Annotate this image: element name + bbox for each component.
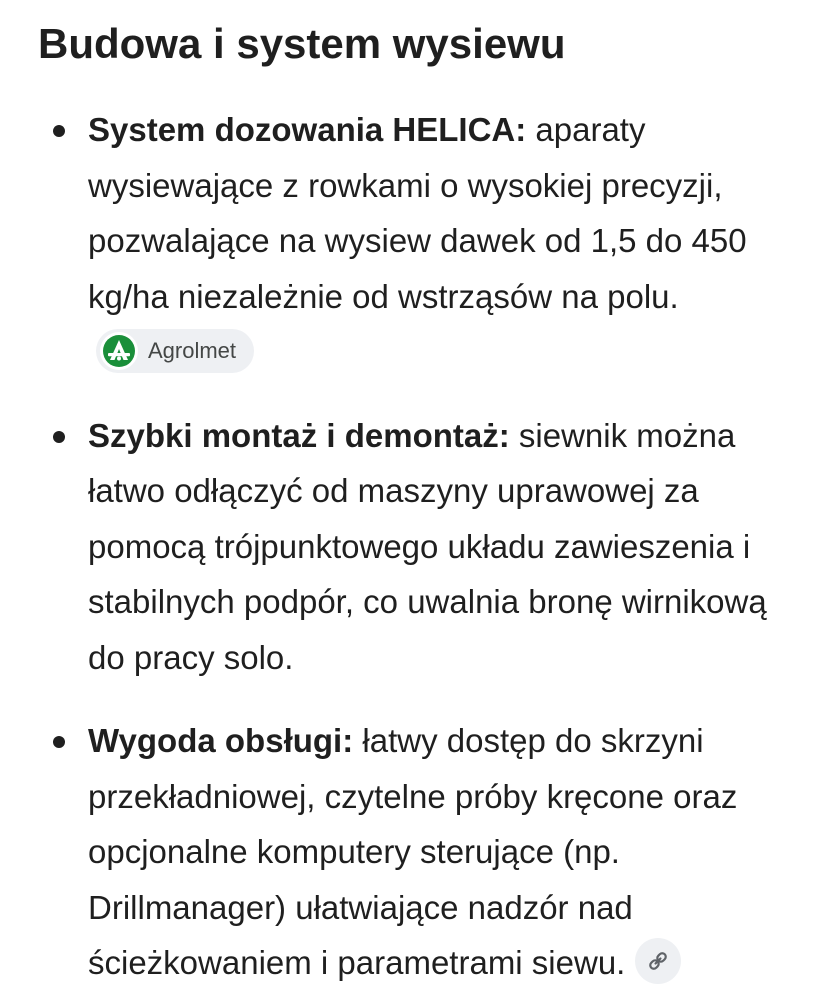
list-item bbox=[0, 713, 830, 991]
source-chip-label: Agrolmet bbox=[148, 338, 237, 364]
item-text: łatwy dostęp do skrzyni przekładniowej, czytelne próby kręcone oraz opcjonalne komputery sterujące (np. Drillmanager) ułatwiające nadzór nad ścieżkowaniem i parametrami siewu. bbox=[88, 722, 738, 981]
section-heading: Budowa i system wysiewu bbox=[38, 20, 566, 67]
item-text: siewnik można łatwo odłączyć od maszyny uprawowej za pomocą trójpunktowego układu zawieszenia i stabilnych podpór, co uwalnia bronę wirnikową do pracy solo. bbox=[88, 416, 767, 676]
bullet-icon bbox=[53, 125, 65, 137]
feature-list bbox=[0, 102, 830, 991]
item-term: Wygoda obsługi: bbox=[88, 722, 354, 759]
bullet-icon bbox=[53, 736, 65, 748]
item-term: System dozowania HELICA: bbox=[88, 111, 527, 148]
source-chip-agrolmet[interactable] bbox=[96, 329, 254, 373]
item-text: aparaty wysiewające z rowkami o wysokiej precyzji, pozwalające na wysiew dawek od 1,5 do 450 kg/ha niezależnie od wstrząsów na polu. bbox=[88, 111, 747, 315]
agrolmet-logo-icon bbox=[100, 332, 138, 370]
list-item bbox=[0, 408, 830, 686]
bullet-icon bbox=[53, 431, 65, 443]
link-icon bbox=[646, 949, 670, 973]
link-button[interactable] bbox=[635, 938, 681, 984]
list-item bbox=[0, 102, 830, 380]
item-term: Szybki montaż i demontaż: bbox=[88, 416, 510, 454]
